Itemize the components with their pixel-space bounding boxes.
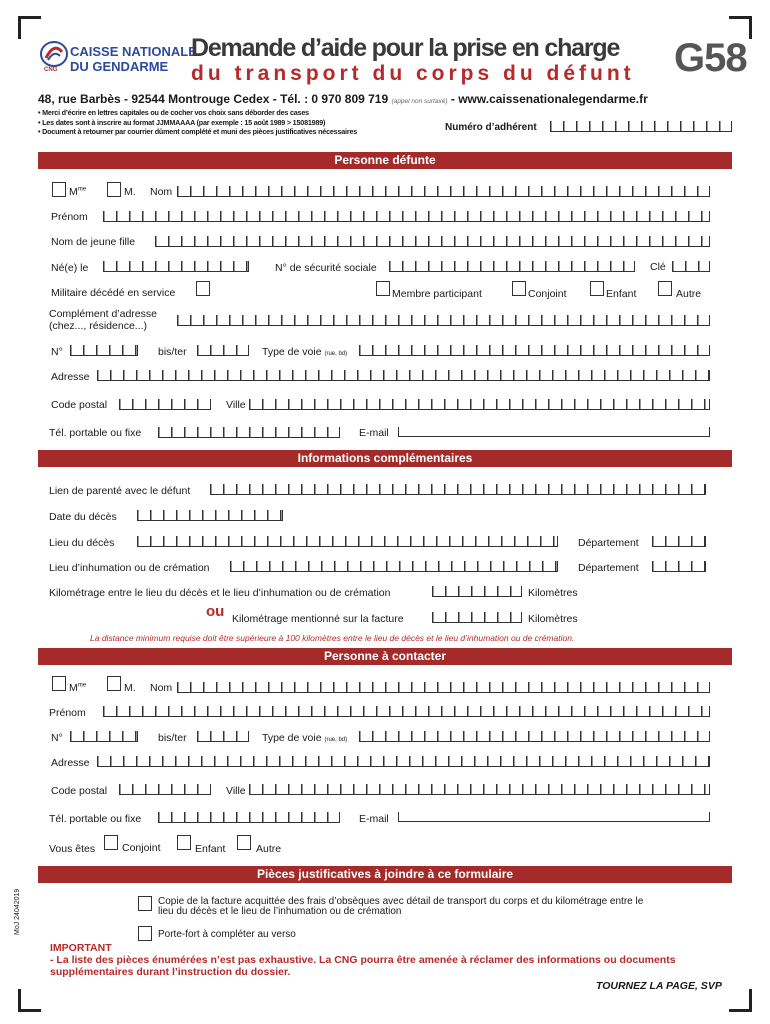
turn-page-note: TOURNEZ LA PAGE, SVP xyxy=(596,980,722,992)
km-unit-1: Kilomètres xyxy=(528,587,578,599)
contact-type-voie-label: Type de voie (rue, bd) xyxy=(262,732,348,744)
document-reference: MoJ 24042019 xyxy=(14,888,21,935)
km-facture-field[interactable] xyxy=(432,612,522,623)
prenom-label: Prénom xyxy=(51,211,88,223)
departement-field-1[interactable] xyxy=(652,536,706,547)
mme-checkbox[interactable] xyxy=(52,182,66,197)
secu-label: N° de sécurité sociale xyxy=(275,262,377,274)
contact-prenom-label: Prénom xyxy=(49,707,86,719)
enfant-checkbox[interactable] xyxy=(590,281,604,296)
contact-bis-ter-label: bis/ter xyxy=(158,732,187,744)
ville-label: Ville xyxy=(226,399,246,411)
lien-parente-field[interactable] xyxy=(210,484,706,495)
km-entre-field[interactable] xyxy=(432,586,522,597)
section-documents: Pièces justificatives à joindre à ce formulaire xyxy=(38,866,732,883)
lieu-inhumation-label: Lieu d’inhumation ou de crémation xyxy=(49,562,210,574)
contact-tel-label: Tél. portable ou fixe xyxy=(49,813,142,825)
contact-m-checkbox[interactable] xyxy=(107,676,121,691)
nom-jeune-fille-field[interactable] xyxy=(155,236,710,247)
type-voie-label: Type de voie (rue, bd) xyxy=(262,346,348,358)
ou-label: ou xyxy=(206,603,225,620)
km-unit-2: Kilomètres xyxy=(528,613,578,625)
contact-mme-checkbox[interactable] xyxy=(52,676,66,691)
adresse-label: Adresse xyxy=(51,371,90,383)
departement-label-2: Département xyxy=(578,562,639,574)
lien-parente-label: Lien de parenté avec le défunt xyxy=(49,485,191,497)
crop-mark-bottom-left xyxy=(18,989,41,1012)
section-deceased: Personne défunte xyxy=(38,152,732,169)
nom-jeune-fille-label: Nom de jeune fille xyxy=(51,236,136,248)
code-postal-field[interactable] xyxy=(119,399,211,410)
page-title: Demande d’aide pour la prise en charge xyxy=(191,34,620,62)
secu-field[interactable] xyxy=(389,261,635,272)
km-entre-label: Kilométrage entre le lieu du décès et le lieu d’inhumation ou de crémation xyxy=(49,587,391,599)
contact-adresse-label: Adresse xyxy=(51,757,90,769)
contact-ville-field[interactable] xyxy=(249,784,710,795)
nom-label: Nom xyxy=(150,186,173,198)
section-additional: Informations complémentaires xyxy=(38,450,732,467)
contact-nom-label: Nom xyxy=(150,682,173,694)
contact-conjoint-label: Conjoint xyxy=(122,842,161,854)
contact-email-field[interactable] xyxy=(398,812,710,822)
adresse-field[interactable] xyxy=(97,370,710,381)
date-deces-field[interactable] xyxy=(137,510,283,521)
logo-badge: CNG xyxy=(44,67,58,73)
contact-mme-label: $M^{me}$ xyxy=(69,682,87,694)
logo-text: CAISSE NATIONALE DU GENDARME xyxy=(70,44,197,74)
doc-porte-fort-checkbox[interactable] xyxy=(138,926,152,941)
conjoint-checkbox[interactable] xyxy=(512,281,526,296)
contact-prenom-field[interactable] xyxy=(103,706,710,717)
contact-enfant-label: Enfant xyxy=(195,843,226,855)
contact-autre-label: Autre xyxy=(256,843,282,855)
numero-label: N° xyxy=(51,346,63,358)
doc-porte-fort-label: Porte-fort à compléter au verso xyxy=(158,929,296,940)
email-label: E-mail xyxy=(359,427,389,439)
doc-facture-checkbox[interactable] xyxy=(138,896,152,911)
militaire-label: Militaire décédé en service xyxy=(51,287,176,299)
complement-field[interactable] xyxy=(177,315,710,326)
contact-address: 48, rue Barbès - 92544 Montrouge Cedex - Tél. : 0 970 809 719 (appel non surtaxé) - www.caissenationalegendarme.fr xyxy=(38,92,648,106)
membre-checkbox[interactable] xyxy=(376,281,390,296)
birthdate-field[interactable] xyxy=(103,261,249,272)
cle-label: Clé xyxy=(650,261,666,273)
lieu-inhumation-field[interactable] xyxy=(230,561,558,572)
contact-conjoint-checkbox[interactable] xyxy=(104,835,118,850)
autre-label: Autre xyxy=(676,288,702,300)
tel-label: Tél. portable ou fixe xyxy=(49,427,142,439)
lieu-deces-label: Lieu du décès xyxy=(49,537,115,549)
email-field[interactable] xyxy=(398,427,710,437)
vous-etes-label: Vous êtes xyxy=(49,843,96,855)
prenom-field[interactable] xyxy=(103,211,710,222)
contact-adresse-field[interactable] xyxy=(97,756,710,767)
type-voie-field[interactable] xyxy=(359,345,710,356)
form-code: G58 xyxy=(674,36,747,80)
cle-field[interactable] xyxy=(672,261,710,272)
departement-field-2[interactable] xyxy=(652,561,706,572)
militaire-checkbox[interactable] xyxy=(196,281,210,296)
mme-label: $M^{me}$ xyxy=(69,186,87,198)
code-postal-label: Code postal xyxy=(51,399,108,411)
instructions: • Merci d’écrire en lettres capitales ou de cocher vos choix sans déborder des cases • Les dates sont à inscrire au format JJMMAAAA (par exemple : 15 août 1989 > 15081989) • Document à retourner par courrier dûment complété et muni des pièces justificatives nécessaires xyxy=(38,108,358,136)
date-deces-label: Date du décès xyxy=(49,511,117,523)
contact-code-postal-field[interactable] xyxy=(119,784,211,795)
contact-numero-label: N° xyxy=(51,732,63,744)
member-number-label: Numéro d’adhérent xyxy=(445,122,537,133)
section-contact: Personne à contacter xyxy=(38,648,732,665)
departement-label-1: Département xyxy=(578,537,639,549)
contact-ville-label: Ville xyxy=(226,785,246,797)
birthdate-label: Né(e) le xyxy=(51,262,89,274)
lieu-deces-field[interactable] xyxy=(137,536,558,547)
autre-checkbox[interactable] xyxy=(658,281,672,296)
contact-bis-ter-field[interactable] xyxy=(197,731,249,742)
membre-label: Membre participant xyxy=(392,288,482,300)
complement-label: Complément d’adresse (chez..., résidence...) xyxy=(49,308,157,332)
bis-ter-label: bis/ter xyxy=(158,346,187,358)
numero-field[interactable] xyxy=(70,345,138,356)
bis-ter-field[interactable] xyxy=(197,345,249,356)
contact-nom-field[interactable] xyxy=(177,682,710,693)
conjoint-label: Conjoint xyxy=(528,288,567,300)
important-notice: IMPORTANT - La liste des pièces énumérées n’est pas exhaustive. La CNG pourra être amenée à réclamer des informations ou documents supplémentaires durant l’instruction du dossier. xyxy=(50,942,676,978)
page-subtitle: du transport du corps du défunt xyxy=(191,62,635,85)
m-checkbox[interactable] xyxy=(107,182,121,197)
contact-autre-checkbox[interactable] xyxy=(237,835,251,850)
nom-field[interactable] xyxy=(177,186,710,197)
crop-mark-top-left xyxy=(18,16,41,39)
ville-field[interactable] xyxy=(249,399,710,410)
contact-email-label: E-mail xyxy=(359,813,389,825)
contact-type-voie-field[interactable] xyxy=(359,731,710,742)
crop-mark-bottom-right xyxy=(729,989,752,1012)
contact-code-postal-label: Code postal xyxy=(51,785,108,797)
km-facture-label: Kilométrage mentionné sur la facture xyxy=(232,613,404,625)
contact-tel-field[interactable] xyxy=(158,812,340,823)
contact-enfant-checkbox[interactable] xyxy=(177,835,191,850)
enfant-label: Enfant xyxy=(606,288,637,300)
contact-numero-field[interactable] xyxy=(70,731,138,742)
distance-note: La distance minimum requise doit être supérieure à 100 kilomètres entre le lieu de décès et le lieu d’inhumation ou de crémation. xyxy=(90,633,575,643)
m-label: M. xyxy=(124,186,136,198)
contact-m-label: M. xyxy=(124,682,136,694)
tel-field[interactable] xyxy=(158,427,340,438)
member-number-field[interactable] xyxy=(550,121,732,132)
doc-facture-label: Copie de la facture acquittée des frais d’obsèques avec détail de transport du corps et du kilométrage entre le lieu du décès et le lieu de l’inhumation ou de crémation xyxy=(158,896,644,917)
